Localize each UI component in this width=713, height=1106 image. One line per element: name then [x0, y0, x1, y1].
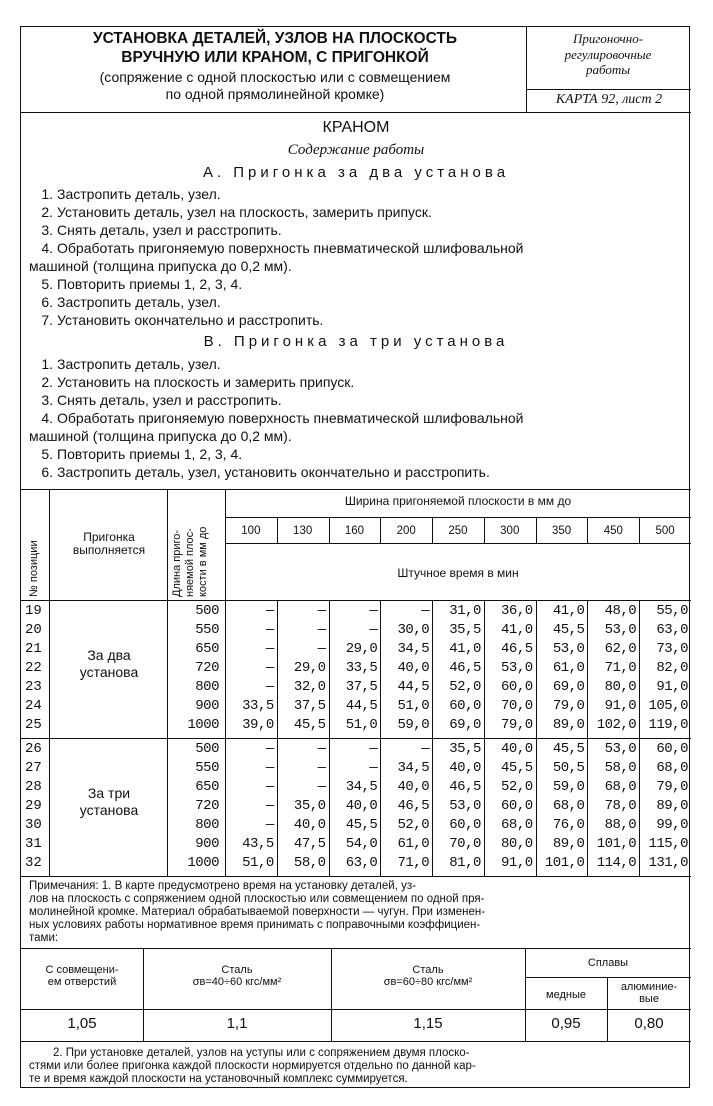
row-time-value: — — [369, 760, 378, 776]
note-1-line-2: лов на плоскость с сопряжением одной плоскостью или совмещением по одной пря- — [29, 893, 485, 905]
step-a-item — [29, 275, 679, 293]
row-time-value: 79,0 — [656, 779, 688, 795]
width-label-300: 300 — [500, 525, 520, 537]
row-time-value: 81,0 — [449, 855, 481, 871]
row-time-value: 45,5 — [501, 760, 533, 776]
step-b-text: Снять деталь, узел и расстропить. — [57, 392, 282, 408]
coef-header-steel-1 — [143, 964, 331, 988]
row-time-value: 30,0 — [397, 622, 430, 638]
row-time-value: — — [265, 760, 274, 776]
row-position: 19 — [25, 603, 42, 619]
row-position: 30 — [25, 817, 42, 833]
card-subtitle — [27, 69, 523, 103]
category-line-2: регулировочные — [564, 46, 652, 62]
row-time-value: 91,0 — [604, 698, 637, 714]
row-time-value: 59,0 — [397, 717, 430, 733]
row-time-value: — — [369, 741, 378, 757]
group-label-line-1: За три — [87, 785, 131, 801]
category-line-3: работы — [585, 62, 631, 77]
width-label-200: 200 — [396, 525, 416, 537]
row-time-value: 89,0 — [656, 798, 688, 814]
width-tick — [432, 517, 433, 543]
row-time-value: 69,0 — [552, 679, 585, 695]
step-a-number: 1. — [41, 186, 53, 202]
row-length: 500 — [195, 741, 219, 757]
row-time-value: 91,0 — [656, 679, 688, 695]
width-tick — [329, 517, 330, 543]
row-time-value: 78,0 — [604, 798, 637, 814]
step-b-number: 6. — [41, 464, 53, 480]
row-time-value: — — [265, 741, 274, 757]
row-length: 650 — [195, 779, 219, 795]
coef-header-steel-1-name: Сталь — [221, 964, 253, 976]
row-time-value: 40,0 — [293, 817, 326, 833]
coef-header-steel-1-range: σв=40÷60 кгс/мм² — [192, 976, 282, 988]
row-time-value: 43,5 — [242, 836, 274, 852]
group-label-line-1: За два — [87, 647, 131, 663]
row-time-value: 76,0 — [552, 817, 585, 833]
note-2-line-2: стями или более пригонка каждой плоскости нормируется отдельно по данной кар- — [29, 1060, 476, 1072]
step-a-text: Застропить деталь, узел. — [57, 186, 221, 202]
section-a-heading: А. Пригонка за два установа — [202, 164, 510, 181]
note-1-line-1: Примечания: 1. В карте предусмотрено время на установку деталей, уз- — [29, 880, 416, 892]
width-tick — [484, 517, 485, 543]
row-time-value: 52,0 — [449, 679, 481, 695]
row-position: 27 — [25, 760, 42, 776]
row-time-value: 47,5 — [293, 836, 326, 852]
coef-header-aluminium — [607, 981, 691, 1005]
row-time-value: 70,0 — [501, 698, 533, 714]
row-time-value: 68,0 — [656, 760, 688, 776]
work-category — [533, 31, 683, 78]
group-label-line-2: установа — [79, 802, 139, 818]
width-tick — [639, 517, 640, 543]
row-time-value: 88,0 — [604, 817, 637, 833]
row-length: 900 — [195, 836, 219, 852]
row-time-value: 51,0 — [345, 717, 378, 733]
row-time-value: — — [421, 603, 430, 619]
step-a-text: Установить окончательно и расстропить. — [57, 312, 324, 328]
row-time-value: 31,0 — [449, 603, 481, 619]
row-time-value: — — [317, 622, 326, 638]
row-time-value: 60,0 — [449, 698, 481, 714]
row-time-value: 53,0 — [501, 660, 533, 676]
row-time-value: 40,0 — [397, 660, 430, 676]
row-position: 29 — [25, 798, 42, 814]
row-time-value: 68,0 — [552, 798, 585, 814]
row-time-value: 101,0 — [544, 855, 585, 871]
row-time-value: 34,5 — [345, 779, 378, 795]
note-1 — [29, 880, 683, 945]
row-time-value: 61,0 — [397, 836, 430, 852]
step-a-number: 7. — [41, 312, 53, 328]
row-time-value: 33,5 — [242, 698, 274, 714]
width-tick — [587, 517, 588, 543]
row-time-value: 105,0 — [648, 698, 688, 714]
step-a-item — [29, 293, 679, 311]
row-time-value: 71,0 — [397, 855, 430, 871]
card-number: КАРТА 92, лист 2 — [555, 92, 663, 107]
coef-value-aluminium: 0,80 — [634, 1015, 664, 1032]
coef-alloys-rule — [525, 977, 691, 978]
note-2-line-3: те и время каждой плоскости на установочный комплекс суммируется. — [29, 1073, 408, 1085]
coef-header-steel-2 — [331, 964, 525, 988]
row-length: 550 — [195, 760, 219, 776]
group-label — [51, 647, 167, 681]
row-time-value: 50,5 — [552, 760, 585, 776]
time-header: Штучное время в мин — [397, 566, 519, 580]
coef-top-rule — [21, 948, 691, 949]
row-time-value: 41,0 — [501, 622, 533, 638]
row-length: 800 — [195, 817, 219, 833]
coef-header-holes — [21, 964, 143, 988]
row-length: 650 — [195, 641, 219, 657]
step-b-number: 1. — [41, 356, 53, 372]
row-time-value: 46,5 — [397, 798, 430, 814]
width-values-rule — [225, 543, 691, 544]
row-position: 26 — [25, 741, 42, 757]
group-label-line-2: установа — [79, 664, 139, 680]
row-time-value: 99,0 — [656, 817, 688, 833]
row-time-value: 89,0 — [552, 836, 585, 852]
row-length: 500 — [195, 603, 219, 619]
width-label-100: 100 — [241, 525, 261, 537]
row-time-value: 131,0 — [648, 855, 688, 871]
row-length: 550 — [195, 622, 219, 638]
width-label-250: 250 — [448, 525, 468, 537]
header-divider — [526, 27, 527, 112]
row-time-value: 62,0 — [604, 641, 637, 657]
row-time-value: 102,0 — [596, 717, 637, 733]
step-a-number: 3. — [41, 222, 53, 238]
row-position: 20 — [25, 622, 42, 638]
row-time-value: 45,5 — [552, 741, 585, 757]
row-time-value: 73,0 — [656, 641, 688, 657]
col-header-length-3: кости в мм до — [197, 526, 209, 597]
step-a-text: Застропить деталь, узел. — [57, 294, 221, 310]
step-b-4-continuation: машиной (толщина припуска до 0,2 мм). — [29, 428, 292, 444]
step-b-number: 3. — [41, 392, 53, 408]
title-line-2: ВРУЧНУЮ ИЛИ КРАНОМ, С ПРИГОНКОЙ — [121, 49, 429, 66]
row-length: 1000 — [187, 717, 219, 733]
step-b-item — [29, 445, 679, 463]
step-a-text: Обработать пригоняемую поверхность пневматической шлифовальной — [57, 240, 524, 256]
step-a-item — [29, 221, 679, 239]
row-time-value: 80,0 — [501, 836, 533, 852]
row-time-value: 45,5 — [552, 622, 585, 638]
coef-value-copper: 0,95 — [551, 1015, 581, 1032]
step-a-4-continuation: машиной (толщина припуска до 0,2 мм). — [29, 258, 292, 274]
row-time-value: 55,0 — [656, 603, 688, 619]
row-position: 28 — [25, 779, 42, 795]
row-time-value: 54,0 — [345, 836, 378, 852]
row-time-value: 46,5 — [449, 779, 481, 795]
row-time-value: 41,0 — [552, 603, 585, 619]
row-time-value: 29,0 — [345, 641, 378, 657]
row-time-value: 34,5 — [397, 760, 430, 776]
step-b-item — [29, 373, 679, 391]
table-top-rule — [21, 489, 691, 490]
row-time-value: 89,0 — [552, 717, 585, 733]
step-a-text: Снять деталь, узел и расстропить. — [57, 222, 282, 238]
row-time-value: 58,0 — [604, 760, 637, 776]
width-label-350: 350 — [551, 525, 572, 537]
row-time-value: 68,0 — [501, 817, 533, 833]
section-b-heading: В. Пригонка за три установа — [203, 333, 509, 350]
row-time-value: — — [369, 622, 378, 638]
row-time-value: 40,0 — [397, 779, 430, 795]
row-time-value: — — [265, 641, 274, 657]
row-time-value: 46,5 — [501, 641, 533, 657]
step-b-item — [29, 409, 679, 427]
row-time-value: 60,0 — [449, 817, 481, 833]
header-bottom-rule — [21, 112, 691, 113]
row-time-value: 69,0 — [449, 717, 481, 733]
note-1-line-4: ных условиях работы нормативное время принимать с поправочными коэффициен- — [29, 919, 481, 931]
row-time-value: 79,0 — [552, 698, 585, 714]
row-time-value: — — [265, 779, 274, 795]
row-time-value: 35,0 — [293, 798, 326, 814]
row-time-value: — — [265, 817, 274, 833]
step-a-number: 4. — [41, 240, 53, 256]
row-time-value: 40,0 — [345, 798, 378, 814]
table-bottom-rule — [21, 876, 691, 877]
row-time-value: 91,0 — [501, 855, 533, 871]
row-time-value: 68,0 — [604, 779, 637, 795]
row-time-value: — — [369, 603, 378, 619]
step-a-item — [29, 311, 679, 329]
coef-header-steel-2-name: Сталь — [412, 964, 444, 976]
step-b-text: Установить на плоскость и замерить припуск. — [57, 374, 355, 390]
row-time-value: 53,0 — [604, 741, 637, 757]
step-a-text: Установить деталь, узел на плоскость, замерить припуск. — [57, 204, 432, 220]
row-time-value: 119,0 — [648, 717, 688, 733]
step-b-number: 2. — [41, 374, 53, 390]
step-b-text: Застропить деталь, узел. — [57, 356, 221, 372]
row-time-value: 39,0 — [242, 717, 274, 733]
row-length: 900 — [195, 698, 219, 714]
row-length: 800 — [195, 679, 219, 695]
coef-value-steel-2: 1,15 — [413, 1015, 443, 1032]
width-label-500: 500 — [655, 525, 675, 537]
row-time-value: 29,0 — [293, 660, 326, 676]
coef-value-holes: 1,05 — [67, 1015, 97, 1032]
step-a-number: 5. — [41, 276, 53, 292]
row-time-value: 34,5 — [397, 641, 430, 657]
row-time-value: 101,0 — [596, 836, 637, 852]
row-time-value: 80,0 — [604, 679, 637, 695]
work-content-heading: Содержание работы — [287, 142, 425, 158]
row-position: 25 — [25, 717, 42, 733]
row-position: 21 — [25, 641, 42, 657]
row-time-value: 51,0 — [242, 855, 274, 871]
note-1-line-5: тами: — [29, 932, 59, 944]
category-line-1: Пригоночно- — [572, 31, 644, 46]
coef-bottom-rule — [21, 1041, 691, 1042]
coef-header-bottom-rule — [21, 1009, 691, 1010]
col-header-position: № позиции — [28, 540, 40, 597]
row-time-value: 51,0 — [397, 698, 430, 714]
row-time-value: 60,0 — [656, 741, 688, 757]
row-position: 23 — [25, 679, 42, 695]
group-divider-rule — [21, 738, 691, 739]
subtitle-line-2: по одной прямолинейной кромке) — [165, 86, 385, 102]
note-1-line-3: молинейной кромке. Материал обрабатываемой поверхности — чугун. При изменен- — [29, 906, 486, 918]
row-time-value: — — [317, 741, 326, 757]
row-time-value: — — [265, 603, 274, 619]
row-length: 720 — [195, 660, 219, 676]
row-time-value: 45,5 — [345, 817, 378, 833]
coef-header-copper: медные — [546, 989, 586, 1001]
step-a-item — [29, 239, 679, 257]
coef-value-steel-1: 1,1 — [226, 1015, 248, 1032]
row-time-value: 44,5 — [345, 698, 378, 714]
title-line-1: УСТАНОВКА ДЕТАЛЕЙ, УЗЛОВ НА ПЛОСКОСТЬ — [92, 30, 458, 47]
width-header-rule — [225, 517, 691, 518]
row-time-value: — — [317, 779, 326, 795]
col-header-fit: Пригонка выполняется — [72, 530, 146, 557]
row-time-value: — — [265, 679, 274, 695]
row-position: 31 — [25, 836, 42, 852]
row-time-value: 46,5 — [449, 660, 481, 676]
step-a-number: 6. — [41, 294, 53, 310]
row-time-value: 61,0 — [552, 660, 585, 676]
group-label — [51, 785, 167, 819]
note-2-line-1: 2. При установке деталей, узлов на уступы или с сопряжением двумя плоско- — [53, 1047, 470, 1059]
row-time-value: 58,0 — [293, 855, 326, 871]
step-b-text: Застропить деталь, узел, установить окончательно и расстропить. — [57, 464, 490, 480]
row-time-value: 79,0 — [501, 717, 533, 733]
width-label-130: 130 — [293, 525, 313, 537]
row-time-value: 36,0 — [501, 603, 533, 619]
note-2 — [29, 1047, 683, 1086]
coef-header-aluminium-2: вые — [639, 993, 659, 1005]
method-heading: КРАНОМ — [322, 119, 390, 136]
width-tick — [536, 517, 537, 543]
row-time-value: — — [265, 798, 274, 814]
row-time-value: 45,5 — [293, 717, 326, 733]
row-time-value: 40,0 — [449, 760, 481, 776]
row-time-value: 33,5 — [345, 660, 378, 676]
row-length: 1000 — [187, 855, 219, 871]
row-position: 32 — [25, 855, 42, 871]
row-time-value: 37,5 — [345, 679, 378, 695]
coef-header-aluminium-1: алюминие- — [620, 981, 678, 993]
step-b-item — [29, 463, 679, 481]
row-time-value: 32,0 — [293, 679, 326, 695]
row-time-value: 53,0 — [604, 622, 637, 638]
table-header-bottom-rule — [21, 600, 691, 601]
card-page — [20, 26, 690, 1088]
row-time-value: 52,0 — [501, 779, 533, 795]
row-time-value: 82,0 — [656, 660, 688, 676]
row-time-value: 70,0 — [449, 836, 481, 852]
row-time-value: 114,0 — [596, 855, 637, 871]
header-card-divider — [526, 89, 691, 90]
row-time-value: 48,0 — [604, 603, 637, 619]
col-header-length-2: няемой плос- — [184, 528, 196, 597]
width-header: Ширина пригоняемой плоскости в мм до — [344, 494, 572, 508]
row-time-value: 60,0 — [501, 798, 533, 814]
row-time-value: 52,0 — [397, 817, 430, 833]
row-time-value: 60,0 — [501, 679, 533, 695]
row-time-value: 53,0 — [449, 798, 481, 814]
width-tick — [277, 517, 278, 543]
coef-header-holes-1: С совмещени- — [45, 964, 119, 976]
card-title — [27, 29, 523, 67]
row-time-value: 63,0 — [345, 855, 378, 871]
step-b-number: 4. — [41, 410, 53, 426]
width-label-160: 160 — [344, 525, 365, 537]
coef-header-holes-2: ем отверстий — [47, 976, 117, 988]
row-time-value: — — [317, 603, 326, 619]
row-time-value: 41,0 — [449, 641, 481, 657]
row-position: 22 — [25, 660, 42, 676]
width-tick — [380, 517, 381, 543]
step-b-item — [29, 355, 679, 373]
width-label-450: 450 — [603, 525, 623, 537]
row-time-value: — — [421, 741, 430, 757]
row-time-value: 40,0 — [501, 741, 533, 757]
row-time-value: — — [317, 641, 326, 657]
row-time-value: 35,5 — [449, 741, 481, 757]
row-time-value: — — [265, 622, 274, 638]
step-a-number: 2. — [41, 204, 53, 220]
coef-header-alloys: Сплавы — [587, 957, 629, 969]
row-time-value: 63,0 — [656, 622, 688, 638]
row-time-value: 115,0 — [648, 836, 688, 852]
coef-header-steel-2-range: σв=60÷80 кгс/мм² — [383, 976, 473, 988]
step-b-text: Обработать пригоняемую поверхность пневматической шлифовальной — [57, 410, 524, 426]
row-time-value: 59,0 — [552, 779, 585, 795]
subtitle-line-1: (сопряжение с одной плоскостью или с совмещением — [99, 69, 451, 85]
step-b-item — [29, 391, 679, 409]
row-time-value: 71,0 — [604, 660, 637, 676]
row-time-value: 44,5 — [397, 679, 430, 695]
row-time-value: — — [317, 760, 326, 776]
step-b-number: 5. — [41, 446, 53, 462]
step-a-item — [29, 185, 679, 203]
row-time-value: 53,0 — [552, 641, 585, 657]
row-length: 720 — [195, 798, 219, 814]
step-a-item — [29, 203, 679, 221]
row-time-value: — — [265, 660, 274, 676]
step-b-text: Повторить приемы 1, 2, 3, 4. — [57, 446, 243, 462]
row-time-value: 35,5 — [449, 622, 481, 638]
col-divider-pos — [49, 489, 50, 876]
col-header-length-1: Длина приго- — [171, 529, 183, 597]
step-a-text: Повторить приемы 1, 2, 3, 4. — [57, 276, 243, 292]
row-time-value: 37,5 — [293, 698, 326, 714]
row-position: 24 — [25, 698, 42, 714]
